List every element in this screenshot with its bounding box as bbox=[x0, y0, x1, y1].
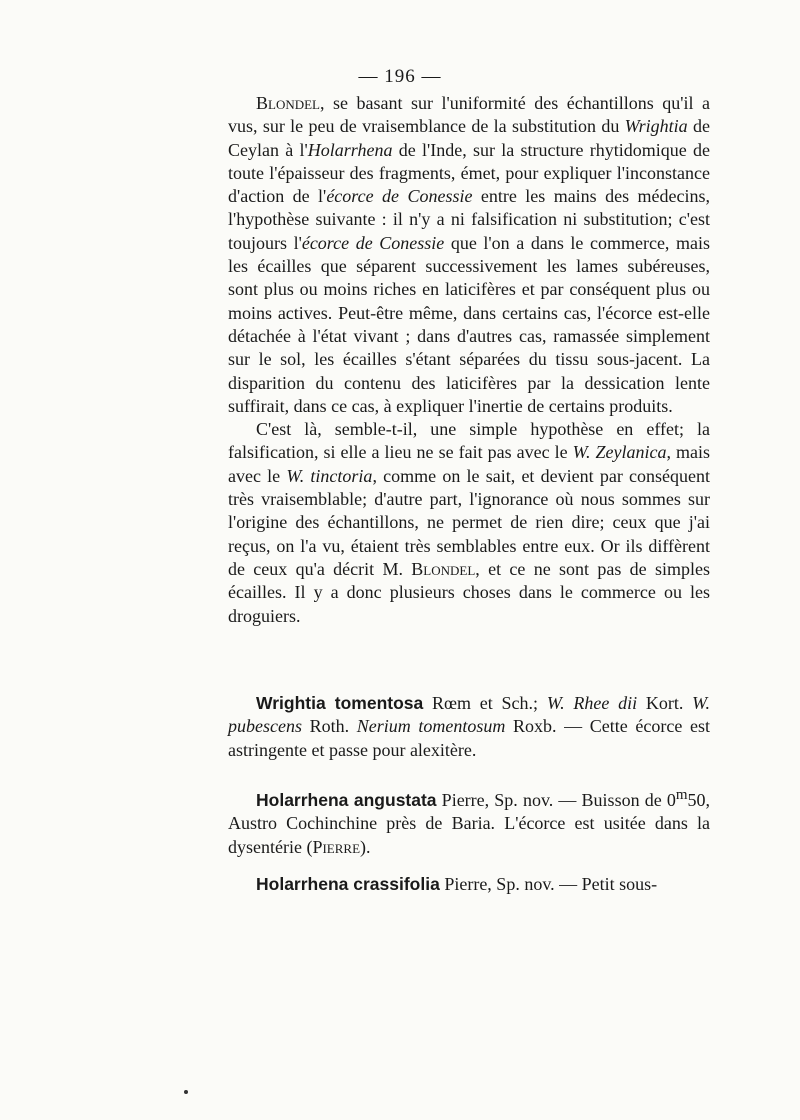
entry-wrightia-tomentosa: Wrightia tomentosa Rœm et Sch.; W. Rhee dii Kort. W. pubescens Roth. Nerium tomentosum Roxb. — Cette écorce est astringente et passe pour alexitère. bbox=[228, 693, 710, 760]
paragraph-blondel-hypothesis: Blondel, se basant sur l'uniformité des échantillons qu'il a vus, sur le peu de vraisemblance de la substitution du Wrightia de Ceylan à l'Holarrhena de l'Inde, sur la structure rhytidomique de toute l'épaisseur des fragments, émet, pour expliquer l'inconstance d'action de l'écorce de Conessie entre les mains des médecins, l'hypothèse suivante : il n'y a ni falsification ni substitution; c'est toujours l'écorce de Conessie que l'on a dans le commerce, mais les écailles que séparent successivement les lames subéreuses, sont plus ou moins riches en laticifères et par conséquent plus ou moins actives. Peut-être même, dans certains cas, l'écorce est-elle détachée à l'état vivant ; dans d'autres cas, ramassée simplement sur le sol, les écailles s'étant séparées du tissu sous-jacent. La disparition du contenu des laticifères par la dessication lente suffirait, dans ce cas, à expliquer l'inertie de certains produits. C'est là, semble-t-il, une simple hypothèse en effet; la falsification, si elle a lieu ne se fait pas avec le W. Zeylanica, mais avec le W. tinctoria, comme on le sait, et devient par conséquent très vraisemblable; d'autre part, l'ignorance où nous sommes sur l'origine des échantillons, ne permet de rien dire; ceux que j'ai reçus, on l'a vu, étaient très semblables entre eux. Or ils diffèrent de ceux qu'a décrit M. Blondel, et ce ne sont pas de simples écailles. Il y a donc plusieurs choses dans le commerce ou les droguiers. bbox=[228, 93, 711, 626]
author-name: Pierre bbox=[312, 836, 361, 857]
synonym: Nerium tomentosum bbox=[356, 716, 506, 737]
species-name: W. Zeylanica bbox=[572, 442, 667, 463]
genus-name: Holarrhena bbox=[307, 139, 393, 160]
drug-name: écorce de Conessie bbox=[326, 186, 473, 207]
species-name: W. tinctoria bbox=[286, 465, 373, 486]
synonym: W. pubescens bbox=[228, 693, 710, 737]
paper-speck bbox=[184, 1090, 188, 1094]
author-name: Blondel bbox=[256, 93, 320, 113]
author-name: Blondel bbox=[411, 558, 476, 579]
entry-holarrhena-angustata: Holarrhena angustata Pierre, Sp. nov. — Buisson de 0$^m$50, Austro Cochinchine près de Baria. L'écorce est usitée dans la dysentérie (Pierre). bbox=[228, 787, 711, 857]
entry-title: Wrightia tomentosa bbox=[256, 693, 424, 713]
entry-title: Holarrhena angustata bbox=[256, 790, 437, 810]
synonym: W. Rhee dii bbox=[546, 693, 638, 713]
entry-title: Holarrhena crassifolia bbox=[256, 874, 440, 894]
genus-name: Wrightia bbox=[624, 116, 688, 137]
drug-name: écorce de Conessie bbox=[301, 232, 445, 253]
page-number: — 196 — bbox=[358, 66, 442, 87]
entry-holarrhena-crassifolia: Holarrhena crassifolia Pierre, Sp. nov. — Petit sous- bbox=[256, 874, 658, 894]
